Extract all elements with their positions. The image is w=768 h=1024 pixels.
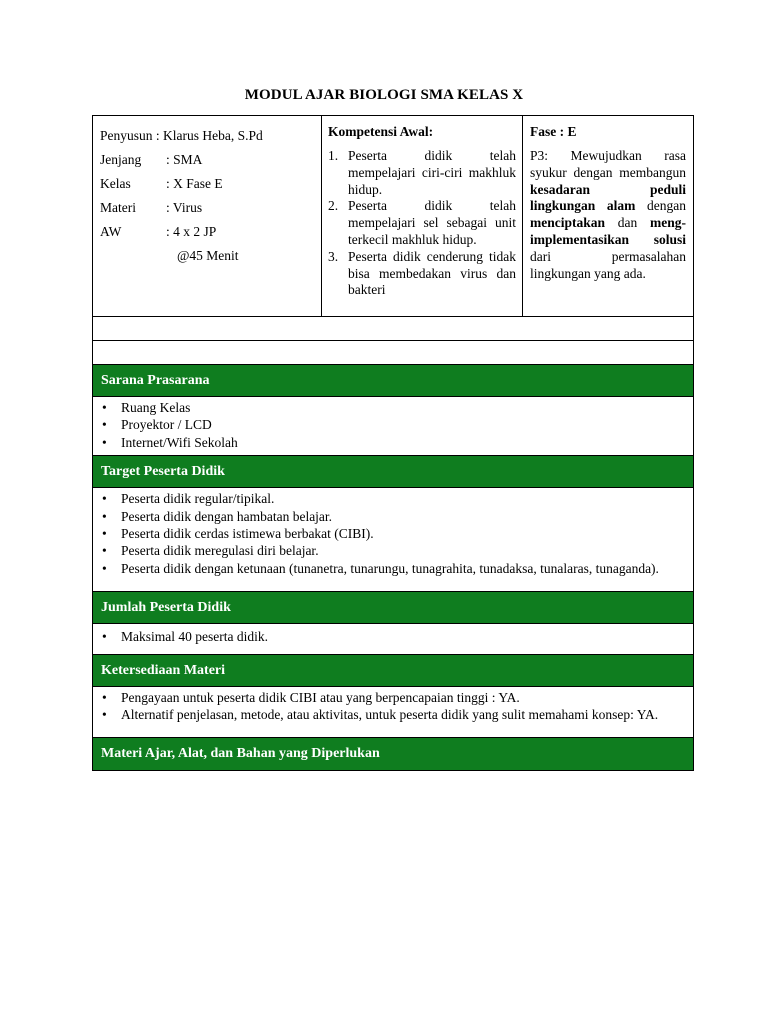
list-number: 3. <box>328 248 339 264</box>
empty-row <box>93 317 693 341</box>
bullet: • <box>102 400 107 415</box>
kelas-key: Kelas <box>100 176 131 191</box>
list-item <box>101 399 685 416</box>
section-header-ketersediaan: Ketersediaan Materi <box>93 655 693 687</box>
section-body-jumlah <box>93 624 693 654</box>
kelas-value: : X Fase E <box>166 176 223 191</box>
list-item <box>328 148 516 198</box>
aw-extra: @45 Menit <box>177 248 239 263</box>
section-header-materi: Materi Ajar, Alat, dan Bahan yang Diperlukan <box>93 738 693 770</box>
module-table <box>92 115 694 771</box>
identity-row <box>93 116 693 317</box>
list-item <box>328 198 516 248</box>
list-text: Pengayaan untuk peserta didik CIBI atau yang berpencapaian tinggi : YA. <box>121 689 520 705</box>
list-text: Ruang Kelas <box>121 400 191 415</box>
materi-key: Materi <box>100 200 136 215</box>
list-text: Alternatif penjelasan, metode, atau aktivitas, untuk peserta didik yang sulit memahami konsep: YA. <box>121 707 659 723</box>
jenjang-value: : SMA <box>166 152 203 167</box>
materi-value: : Virus <box>166 200 203 215</box>
fase-text-2: dengan <box>647 198 686 214</box>
list-number: 2. <box>328 198 339 214</box>
identity-cell <box>93 116 322 316</box>
fase-text-4: dari permasalahan lingkungan yang ada. <box>530 248 686 281</box>
bullet: • <box>102 689 107 705</box>
fase-text-3: dan <box>617 215 638 231</box>
fase-bold-1: kesadaran peduli lingkungan alam <box>530 181 686 214</box>
list-item <box>328 249 516 299</box>
bullet: • <box>102 629 107 645</box>
list-item <box>101 706 685 723</box>
jumlah-list <box>101 628 685 645</box>
fase-cell <box>523 116 693 316</box>
aw-key: AW <box>100 224 122 239</box>
document-title: MODUL AJAR BIOLOGI SMA KELAS X <box>244 87 524 103</box>
target-list <box>101 490 685 577</box>
section-body-target <box>93 488 693 592</box>
list-item <box>101 525 685 542</box>
kelas-line <box>100 172 321 196</box>
list-item <box>101 542 685 559</box>
penyusun-text: Penyusun : Klarus Heba, S.Pd <box>100 128 263 143</box>
list-item <box>101 560 685 577</box>
list-item <box>101 416 685 433</box>
fase-bold-3: meng-implementasikan solusi <box>530 215 687 247</box>
fase-text-1: P3: Mewujudkan rasa syukur dengan membangun <box>530 148 686 180</box>
section-body-sarana <box>93 397 693 456</box>
list-text: Internet/Wifi Sekolah <box>121 434 238 450</box>
list-text: Peserta didik cerdas istimewa berbakat (CIBI). <box>121 526 374 542</box>
empty-row <box>93 341 693 365</box>
bullet: • <box>102 543 107 559</box>
list-item <box>101 508 685 525</box>
sarana-list <box>101 399 685 451</box>
list-item <box>101 689 685 706</box>
jenjang-key: Jenjang <box>100 152 142 167</box>
list-item <box>101 490 685 507</box>
penyusun-line <box>100 124 321 148</box>
aw-line <box>100 220 321 244</box>
materi-line <box>100 196 321 220</box>
kompetensi-header: Kompetensi Awal: <box>328 124 434 139</box>
list-text: Peserta didik dengan hambatan belajar. <box>121 508 333 524</box>
section-header-target: Target Peserta Didik <box>93 456 693 488</box>
list-text: Peserta didik dengan ketunaan (tunanetra, tunarungu, tunagrahita, tunadaksa, tunalaras, tunaganda). <box>121 560 659 576</box>
list-number: 1. <box>328 148 339 163</box>
bullet: • <box>102 560 107 576</box>
aw-value: : 4 x 2 JP <box>166 224 217 239</box>
list-text: Maksimal 40 peserta didik. <box>121 629 268 645</box>
section-header-sarana: Sarana Prasarana <box>93 365 693 397</box>
section-body-ketersediaan <box>93 687 693 739</box>
section-header-jumlah: Jumlah Peserta Didik <box>93 592 693 624</box>
list-text: Peserta didik cenderung tidak bisa membedakan virus dan bakteri <box>348 248 516 298</box>
list-text: Peserta didik regular/tipikal. <box>121 491 275 507</box>
list-text: Peserta didik telah mempelajari ciri-ciri makhluk hidup. <box>348 148 516 197</box>
list-text: Peserta didik telah mempelajari sel sebagai unit terkecil makhluk hidup. <box>348 198 516 247</box>
kompetensi-list <box>328 148 516 299</box>
ketersediaan-list <box>101 689 685 724</box>
bullet: • <box>102 508 107 524</box>
jenjang-line <box>100 148 321 172</box>
bullet: • <box>102 707 107 723</box>
list-text: Peserta didik meregulasi diri belajar. <box>121 543 319 559</box>
fase-header: Fase : E <box>530 124 577 139</box>
list-item <box>101 628 685 645</box>
fase-bold-2: menciptakan <box>530 215 606 231</box>
bullet: • <box>102 526 107 542</box>
bullet: • <box>102 417 107 433</box>
list-text: Proyektor / LCD <box>121 417 212 433</box>
bullet: • <box>102 491 107 507</box>
kompetensi-cell <box>322 116 523 316</box>
fase-description <box>530 148 686 282</box>
bullet: • <box>102 434 107 450</box>
list-item <box>101 434 685 451</box>
